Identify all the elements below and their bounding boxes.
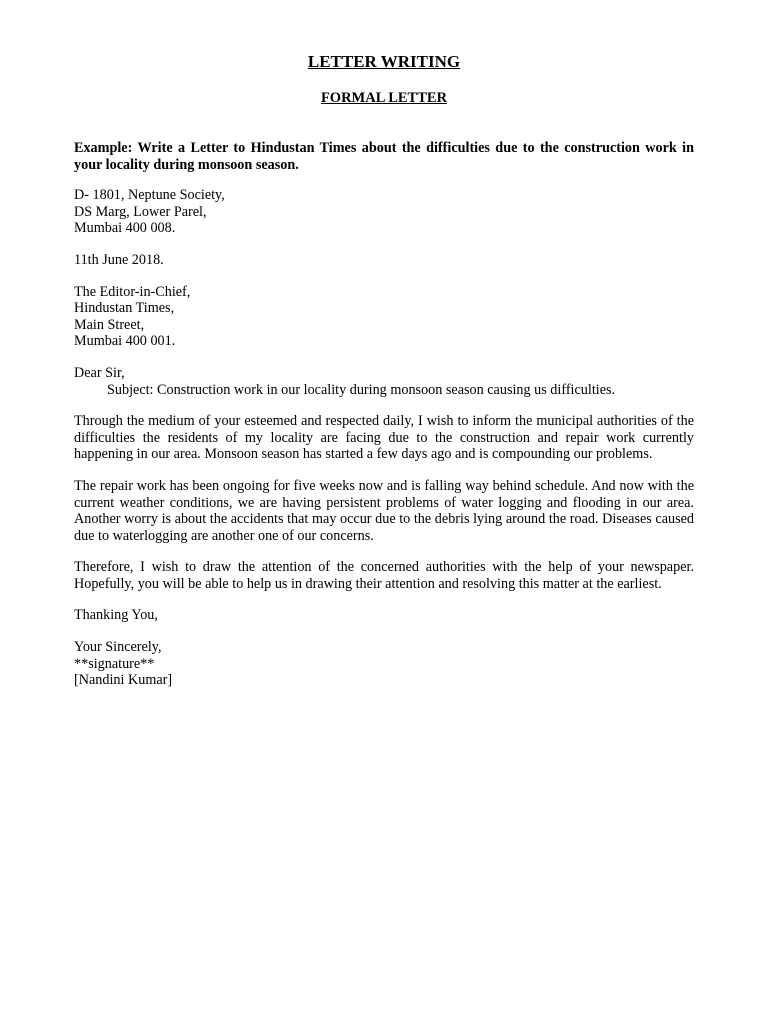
letter-body xyxy=(74,140,694,689)
example-text: Write a Letter to Hindustan Times about the difficulties due to the construction work in your locality during monsoon season. xyxy=(74,140,695,173)
recipient-address xyxy=(74,284,694,350)
thanks-line: Thanking You, xyxy=(74,607,158,624)
salutation: Dear Sir, xyxy=(74,364,125,381)
page-title: LETTER WRITING xyxy=(307,52,461,71)
body-paragraph: Through the medium of your esteemed and respected daily, I wish to inform the municipal authorities of the difficulties the residents of my locality are facing due to the construction and repair work currently happening in our area. Monsoon season has started a few days ago and is compounding our problems. xyxy=(74,413,694,463)
page-subtitle: FORMAL LETTER xyxy=(320,90,448,106)
recipient-address-line: Main Street, xyxy=(74,316,145,333)
recipient-address-line: Mumbai 400 001. xyxy=(74,333,176,350)
letter-date: 11th June 2018. xyxy=(74,251,164,268)
body-paragraph: Therefore, I wish to draw the attention of the concerned authorities with the help of your newspaper. Hopefully, you will be able to help us in drawing their attention and resolving this matter at the earliest. xyxy=(74,559,694,592)
sender-name: [Nandini Kumar] xyxy=(74,672,173,689)
sign-off xyxy=(74,639,694,689)
sender-address xyxy=(74,187,694,237)
example-prompt xyxy=(74,140,694,173)
closing-line: Your Sincerely, xyxy=(74,639,162,656)
body-paragraph: The repair work has been ongoing for five weeks now and is falling way behind schedule. And now with the current weather conditions, we are having persistent problems of water logging and flooding in our area. Another worry is about the accidents that may occur due to the debris lying around the road. Diseases caused due to waterlogging are another one of our concerns. xyxy=(74,477,694,544)
example-label: Example: xyxy=(74,140,133,156)
subject-line: Subject: Construction work in our locality during monsoon season causing us difficulties. xyxy=(107,381,616,398)
recipient-address-line: The Editor-in-Chief, xyxy=(74,283,191,300)
sender-address-line: DS Marg, Lower Parel, xyxy=(74,203,207,220)
sender-address-line: D- 1801, Neptune Society, xyxy=(74,187,225,204)
recipient-address-line: Hindustan Times, xyxy=(74,300,175,317)
signature: **signature** xyxy=(74,655,155,672)
sender-address-line: Mumbai 400 008. xyxy=(74,220,176,237)
